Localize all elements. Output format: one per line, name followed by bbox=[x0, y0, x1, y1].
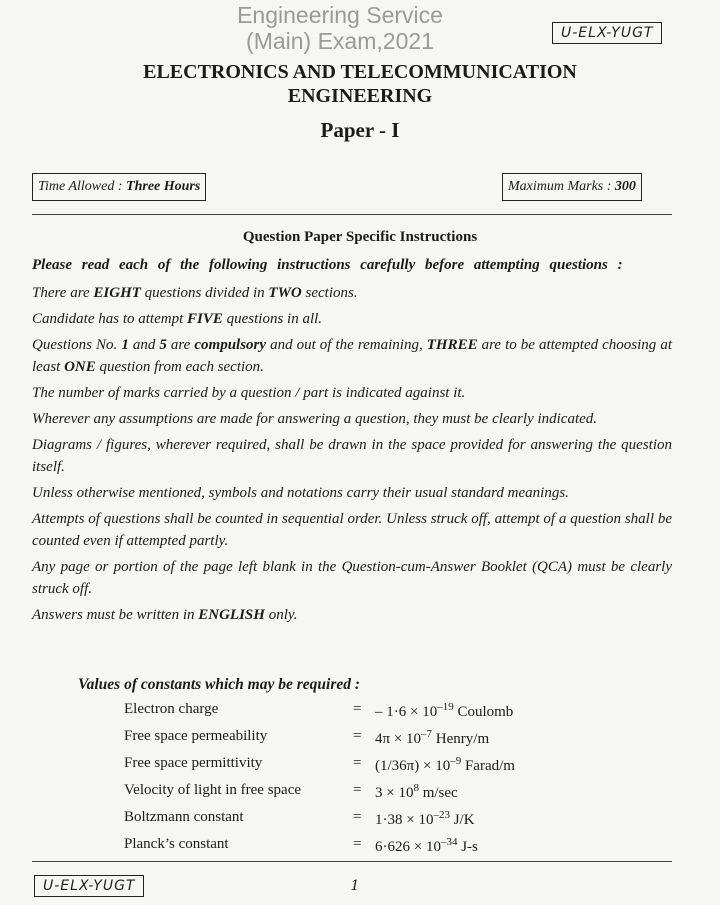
instruction-emphasis: FIVE bbox=[187, 311, 223, 327]
constant-value: $3 \times 10^8$ m/sec bbox=[375, 782, 458, 801]
equals-sign: = bbox=[353, 755, 362, 771]
equals-sign: = bbox=[353, 809, 362, 825]
constant-row bbox=[124, 809, 684, 835]
instruction-text: Any page or portion of the page left blank in the Question-cum-Answer Booklet (QCA) must be clearly struck off. bbox=[32, 559, 672, 597]
divider-top bbox=[32, 214, 672, 215]
max-marks-value: 300 bbox=[614, 179, 636, 194]
instruction-text: Answers must be written in bbox=[32, 607, 199, 623]
instruction-emphasis: TWO bbox=[268, 285, 302, 301]
instruction-item bbox=[32, 282, 672, 304]
instructions-block bbox=[32, 254, 672, 630]
instruction-text: Unless otherwise mentioned, symbols and notations carry their usual standard meanings. bbox=[32, 485, 569, 501]
instruction-text: Wherever any assumptions are made for answering a question, they must be clearly indicated. bbox=[32, 411, 598, 427]
instruction-text: Attempts of questions shall be counted in sequential order. Unless struck off, attempt of a question shall be counted even if attempted partly. bbox=[32, 511, 672, 549]
instruction-text: There are bbox=[32, 285, 94, 301]
constant-name: Velocity of light in free space bbox=[124, 782, 302, 798]
instruction-text: and out of the remaining, bbox=[266, 337, 427, 353]
max-marks-label: Maximum Marks : bbox=[508, 179, 612, 194]
instruction-text: question from each section. bbox=[95, 359, 264, 375]
constant-name: Planck’s constant bbox=[124, 836, 229, 852]
exam-stamp-line1: Engineering Service bbox=[237, 2, 443, 28]
instruction-item bbox=[32, 408, 672, 430]
divider-bottom bbox=[32, 861, 672, 862]
instruction-emphasis: THREE bbox=[426, 337, 478, 353]
time-allowed-value: Three Hours bbox=[126, 179, 201, 194]
constant-name: Free space permittivity bbox=[124, 755, 263, 771]
instruction-text: questions divided in bbox=[140, 285, 269, 301]
equals-sign: = bbox=[353, 701, 362, 717]
time-allowed-box bbox=[32, 173, 206, 201]
equals-sign: = bbox=[353, 836, 362, 852]
instruction-item bbox=[32, 482, 672, 504]
instructions-heading: Question Paper Specific Instructions bbox=[242, 229, 478, 245]
constant-row bbox=[124, 836, 684, 862]
constant-row bbox=[124, 782, 684, 808]
instruction-emphasis: compulsory bbox=[194, 337, 267, 353]
booklet-code-bottom: U-ELX-YUGT bbox=[34, 875, 144, 897]
booklet-code-top: U-ELX-YUGT bbox=[552, 22, 662, 44]
instruction-item bbox=[32, 382, 672, 404]
constant-row bbox=[124, 701, 684, 727]
paper-title-line2: ENGINEERING bbox=[287, 85, 433, 107]
instruction-emphasis: 5 bbox=[159, 337, 167, 353]
instruction-item bbox=[32, 508, 672, 552]
equals-sign: = bbox=[353, 782, 362, 798]
constants-heading: Values of constants which may be required : bbox=[78, 676, 361, 693]
paper-title-line1: ELECTRONICS AND TELECOMMUNICATION bbox=[143, 61, 577, 83]
instruction-item bbox=[32, 308, 672, 330]
instruction-text: only. bbox=[264, 607, 298, 623]
instruction-item bbox=[32, 604, 672, 626]
instruction-text: are to be attempted choosing at least bbox=[32, 337, 672, 375]
constant-row bbox=[124, 755, 684, 781]
equals-sign: = bbox=[353, 728, 362, 744]
instruction-text: sections. bbox=[301, 285, 358, 301]
instruction-emphasis: 1 bbox=[121, 337, 129, 353]
instruction-item bbox=[32, 334, 672, 378]
instruction-text: Diagrams / figures, wherever required, shall be drawn in the space provided for answering the question itself. bbox=[32, 437, 672, 475]
instruction-item bbox=[32, 434, 672, 478]
constant-name: Electron charge bbox=[124, 701, 219, 717]
constant-name: Free space permeability bbox=[124, 728, 268, 744]
instruction-text: and bbox=[128, 337, 160, 353]
paper-number: Paper - I bbox=[320, 118, 400, 142]
constant-value: $1\cdot 38 \times 10^{-23}$ J/K bbox=[375, 809, 475, 828]
constant-value: $6\cdot 626 \times 10^{-34}$ J-s bbox=[375, 836, 478, 855]
instruction-text: are bbox=[166, 337, 195, 353]
instruction-emphasis: EIGHT bbox=[93, 285, 141, 301]
page-number: 1 bbox=[350, 878, 360, 894]
time-allowed-label: Time Allowed : bbox=[38, 179, 123, 194]
instruction-text: questions in all. bbox=[222, 311, 323, 327]
instruction-emphasis: ONE bbox=[64, 359, 96, 375]
instruction-item bbox=[32, 556, 672, 600]
constant-value: – $1\cdot 6 \times 10^{-19}$ Coulomb bbox=[375, 701, 514, 720]
instructions-lead: Please read each of the following instructions carefully before attempting questions : bbox=[32, 257, 623, 273]
instructions-list bbox=[32, 282, 672, 626]
max-marks-box bbox=[502, 173, 642, 201]
constant-row bbox=[124, 728, 684, 754]
constant-name: Boltzmann constant bbox=[124, 809, 244, 825]
constant-value: $4\pi \times 10^{-7}$ Henry/m bbox=[375, 728, 490, 747]
exam-stamp-line2: (Main) Exam,2021 bbox=[246, 28, 434, 54]
instruction-emphasis: ENGLISH bbox=[198, 607, 265, 623]
constant-value: $(1/36\pi) \times 10^{-9}$ Farad/m bbox=[375, 755, 515, 774]
instruction-text: Candidate has to attempt bbox=[32, 311, 187, 327]
instruction-text: The number of marks carried by a question / part is indicated against it. bbox=[32, 385, 466, 401]
instruction-text: Questions No. bbox=[32, 337, 122, 353]
